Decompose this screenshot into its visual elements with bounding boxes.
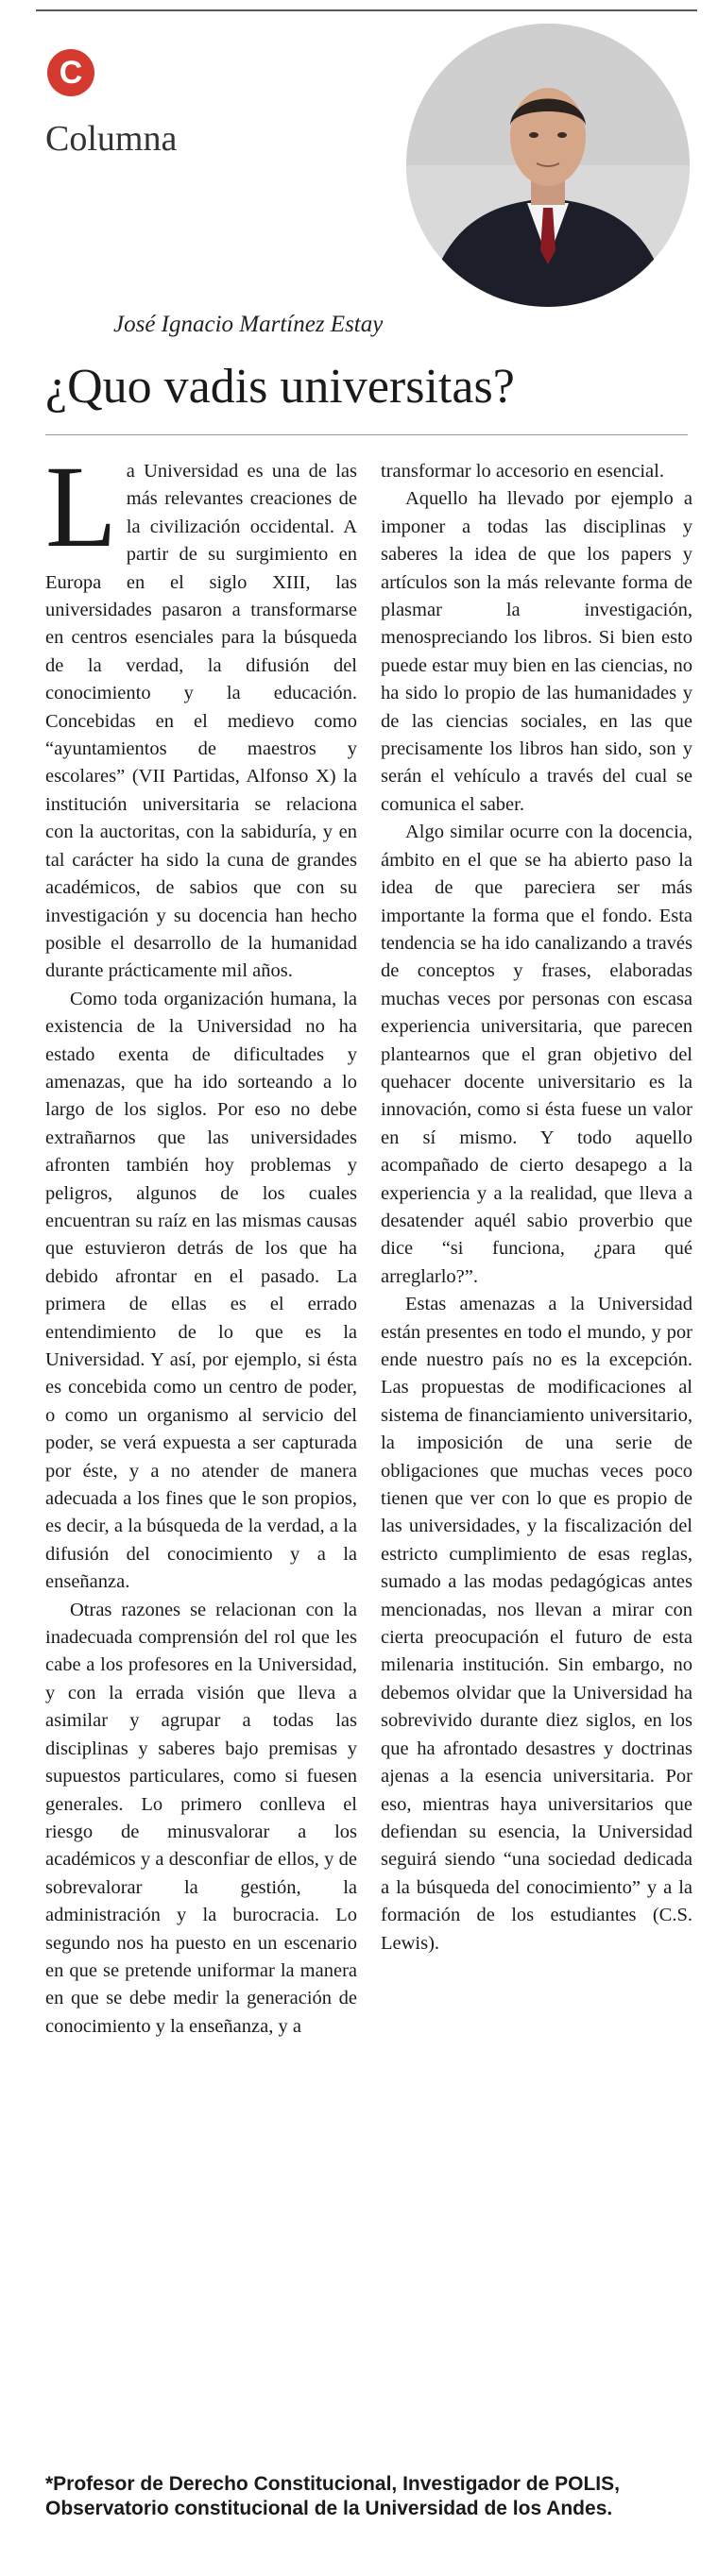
section-label: Columna [45, 119, 178, 159]
article-column-2 [381, 458, 692, 1957]
top-rule [36, 9, 697, 11]
paragraph: Aquello ha llevado por ejemplo a imponer a todas las disciplinas y saberes la idea de que los papers y artículos son la más relevante forma de plasmar la investigación, menospreciando los libros. Si bien esto puede estar muy bien en las ciencias, no ha sido lo propio de las humanidades y de las ciencias sociales, en las que precisamente los libros han sido, son y serán el vehículo a través del cual se comunica el saber. [381, 488, 692, 815]
article-title: ¿Quo vadis universitas? [45, 360, 515, 414]
paragraph: Como toda organización humana, la existencia de la Universidad no ha estado exenta de dificultades y amenazas, que ha ido sorteando a lo largo de los siglos. Por eso no debe extrañarnos que las universidades afronten también hoy problemas y peligros, algunos de los cuales encuentran su raíz en las mismas causas que estuvieron detrás de los que ha debido afrontar en el pasado. La primera de ellas es el errado entendimiento de lo que es la Universidad. Y así, por ejemplo, si ésta es concebida como un centro de poder, o como un organismo al servicio del poder, se verá expuesta a ser capturada por éste, y a no atender de manera adecuada a los fines que le son propios, es decir, a la búsqueda de la verdad, a la difusión del conocimiento y a la enseñanza. [45, 988, 357, 1593]
paragraph: Algo similar ocurre con la docencia, ámbito en el que se ha abierto paso la idea de que pareciera ser más importante la forma que el fondo. Esta tendencia se ha ido canalizando a través de conceptos y frases, elaboradas muchas veces por personas con escasa experiencia universitaria, que parecen plantearnos que el gran objetivo del quehacer docente universitario es la innovación, como si ésta fuese un valor en sí mismo. Y todo aquello acompañado de cierto desapego a la experiencia y a la realidad, que lleva a desatender aquél sabio proverbio que dice “si funciona, ¿para qué arreglarlo?”. [381, 822, 692, 1287]
paragraph: Estas amenazas a la Universidad están presentes en todo el mundo, y por ende nuestro país no es la excepción. Las propuestas de modificaciones al sistema de financiamiento universitario, la imposición de una serie de obligaciones que muchas veces poco tienen que ver con lo que es propio de las universidades, y la fiscalización del estricto cumplimiento de esas reglas, sumado a las modas pedagógicas antes mencionadas, nos llevan a mirar con cierta preocupación el futuro de esta milenaria institución. Sin embargo, no debemos olvidar que la Universidad ha sobrevivido durante diez siglos, en los que ha afrontado desastres y doctrinas ajenas a la esencia universitaria. Por eso, mientras haya universitarios que defiendan su esencia, la Universidad seguirá siendo “una sociedad dedicada a la búsqueda del conocimiento” y a la formación de los estudiantes (C.S. Lewis). [381, 1294, 692, 1954]
author-name: José Ignacio Martínez Estay [113, 312, 384, 337]
paragraph: transformar lo accesorio en esencial. [381, 461, 664, 482]
column-badge: C [47, 49, 94, 96]
author-photo [406, 24, 690, 307]
article-column-1 [45, 442, 357, 2041]
paragraph: Otras razones se relacionan con la inadecuada comprensión del rol que les cabe a los profesores en la Universidad, y con la errada visión que lleva a asimilar y agrupar a todas las disciplinas y saberes bajo premisas y supuestos particulares, como si fuesen generales. Lo primero conlleva el riesgo de minusvalorar a los académicos y a desconfiar de ellos, y de sobrevalorar la gestión, la administración y la burocracia. Lo segundo nos ha puesto en un escenario en que se pretende uniformar la manera en que se debe medir la generación de conocimiento y la enseñanza, y a [45, 1599, 357, 2037]
paragraph: La Universidad es una de las más relevantes creaciones de la civilización occidental. A partir de su surgimiento en Europa en el siglo XIII, las universidades pasaron a transformarse en centros esenciales para la búsqueda de la verdad, la difusión del conocimiento y la educación. Concebidas en el medievo como “ayuntamientos de maestros y escolares” (VII Partidas, Alfonso X) la institución universitaria se relaciona con la auctoritas, con la sabiduría, y en tal carácter ha sido la cuna de grandes académicos, de sabios que con su investigación y su docencia han hecho posible el desarrollo de la humanidad durante prácticamente mil años. [45, 442, 357, 982]
drop-cap: L [45, 442, 117, 571]
title-rule [45, 434, 688, 435]
author-portrait-image [406, 24, 690, 307]
author-footnote: *Profesor de Derecho Constitucional, Investigador de POLIS, Observatorio constitucional de la Universidad de los Andes. [45, 2473, 620, 2519]
